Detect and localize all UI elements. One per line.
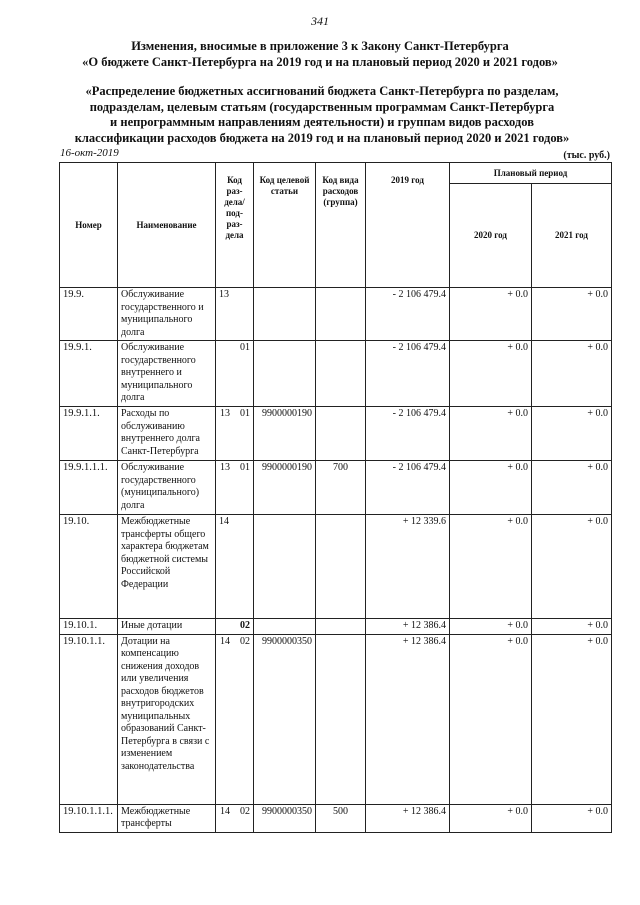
row-number: 19.9. <box>60 288 118 341</box>
document-title <box>40 38 600 70</box>
row-tselevaya: 9900000350 <box>254 634 316 804</box>
row-razdel: 13 01 <box>216 407 254 461</box>
row-amount-2019: - 2 106 479.4 <box>366 407 450 461</box>
table-row <box>60 341 612 407</box>
row-number: 19.9.1.1.1. <box>60 461 118 515</box>
row-amount-2021: + 0.0 <box>532 804 612 832</box>
header-2021: 2021 год <box>532 184 612 288</box>
title-line-2: «О бюджете Санкт-Петербурга на 2019 год и на плановый период 2020 и 2021 годов» <box>82 55 558 69</box>
row-amount-2019: - 2 106 479.4 <box>366 461 450 515</box>
row-vid <box>316 619 366 635</box>
row-amount-2021: + 0.0 <box>532 288 612 341</box>
row-name: Межбюджетные трансферты общего характера бюджетам бюджетной системы Российской Федерации <box>118 515 216 619</box>
row-name: Межбюджетные трансферты <box>118 804 216 832</box>
row-number: 19.10.1. <box>60 619 118 635</box>
row-amount-2021: + 0.0 <box>532 341 612 407</box>
row-amount-2020: + 0.0 <box>450 634 532 804</box>
row-razdel: 14 02 <box>216 804 254 832</box>
row-amount-2021: + 0.0 <box>532 515 612 619</box>
row-amount-2019: + 12 386.4 <box>366 619 450 635</box>
row-tselevaya <box>254 288 316 341</box>
row-amount-2019: - 2 106 479.4 <box>366 341 450 407</box>
header-name: Наименование <box>118 163 216 288</box>
table-row <box>60 288 612 341</box>
row-tselevaya: 9900000190 <box>254 407 316 461</box>
row-vid <box>316 515 366 619</box>
row-name: Обслуживание государственного внутреннего и муниципального долга <box>118 341 216 407</box>
row-amount-2020: + 0.0 <box>450 341 532 407</box>
row-amount-2020: + 0.0 <box>450 804 532 832</box>
row-amount-2019: - 2 106 479.4 <box>366 288 450 341</box>
row-amount-2020: + 0.0 <box>450 288 532 341</box>
header-razdel: Код раз- дела/ под- раз- дела <box>216 163 254 288</box>
row-name: Иные дотации <box>118 619 216 635</box>
row-razdel: 14 02 <box>216 634 254 804</box>
table-row <box>60 407 612 461</box>
header-2020: 2020 год <box>450 184 532 288</box>
title-line-1: Изменения, вносимые в приложение 3 к Закону Санкт-Петербурга <box>131 39 509 53</box>
header-2019: 2019 год <box>366 163 450 288</box>
row-vid <box>316 634 366 804</box>
row-vid <box>316 407 366 461</box>
budget-table <box>59 162 612 833</box>
row-amount-2021: + 0.0 <box>532 619 612 635</box>
table-row <box>60 515 612 619</box>
row-vid: 700 <box>316 461 366 515</box>
row-name: Обслуживание государственного (муниципального) долга <box>118 461 216 515</box>
row-number: 19.10.1.1.1. <box>60 804 118 832</box>
row-amount-2021: + 0.0 <box>532 461 612 515</box>
page-number: 341 <box>311 14 329 28</box>
table-row <box>60 804 612 832</box>
table-row <box>60 619 612 635</box>
row-amount-2019: + 12 386.4 <box>366 634 450 804</box>
row-number: 19.10. <box>60 515 118 619</box>
subtitle-line-3: и непрограммным направлениям деятельности) и группам видов расходов <box>110 115 534 129</box>
row-amount-2020: + 0.0 <box>450 619 532 635</box>
row-amount-2019: + 12 339.6 <box>366 515 450 619</box>
header-vid: Код вида расходов (группа) <box>316 163 366 288</box>
row-number: 19.9.1. <box>60 341 118 407</box>
row-name: Обслуживание государственного и муниципального долга <box>118 288 216 341</box>
row-number: 19.10.1.1. <box>60 634 118 804</box>
row-vid: 500 <box>316 804 366 832</box>
document-date: 16-окт-2019 <box>60 147 119 159</box>
row-tselevaya: 9900000190 <box>254 461 316 515</box>
row-number: 19.9.1.1. <box>60 407 118 461</box>
row-amount-2019: + 12 386.4 <box>366 804 450 832</box>
row-name: Дотации на компенсацию снижения доходов или увеличения расходов бюджетов внутригородских муниципальных образований Санкт-Петербурга в связи с изменением законодательства <box>118 634 216 804</box>
row-vid <box>316 288 366 341</box>
subtitle-line-2: подразделам, целевым статьям (государственным программам Санкт-Петербурга <box>89 99 555 114</box>
row-tselevaya <box>254 341 316 407</box>
row-vid <box>316 341 366 407</box>
row-razdel: 13 01 <box>216 461 254 515</box>
row-tselevaya <box>254 515 316 619</box>
header-number: Номер <box>60 163 118 288</box>
row-amount-2021: + 0.0 <box>532 634 612 804</box>
row-razdel: 02 <box>216 619 254 635</box>
subtitle-line-1: «Распределение бюджетных ассигнований бюджета Санкт-Петербурга по разделам, <box>85 84 559 98</box>
row-razdel: 13 <box>216 288 254 341</box>
row-tselevaya: 9900000350 <box>254 804 316 832</box>
row-razdel: 14 <box>216 515 254 619</box>
document-subtitle <box>22 84 622 146</box>
row-razdel: 01 <box>216 341 254 407</box>
row-amount-2020: + 0.0 <box>450 461 532 515</box>
row-amount-2021: + 0.0 <box>532 407 612 461</box>
row-amount-2020: + 0.0 <box>450 515 532 619</box>
table-row <box>60 634 612 804</box>
row-name: Расходы по обслуживанию внутреннего долга Санкт-Петербурга <box>118 407 216 461</box>
subtitle-line-4: классификации расходов бюджета на 2019 год и на плановый период 2020 и 2021 годов» <box>74 130 570 145</box>
table-row <box>60 461 612 515</box>
row-amount-2020: + 0.0 <box>450 407 532 461</box>
header-planned-period: Плановый период <box>450 163 612 184</box>
units-label: (тыс. руб.) <box>563 150 610 161</box>
header-tselevaya: Код целевой статьи <box>254 163 316 288</box>
row-tselevaya <box>254 619 316 635</box>
